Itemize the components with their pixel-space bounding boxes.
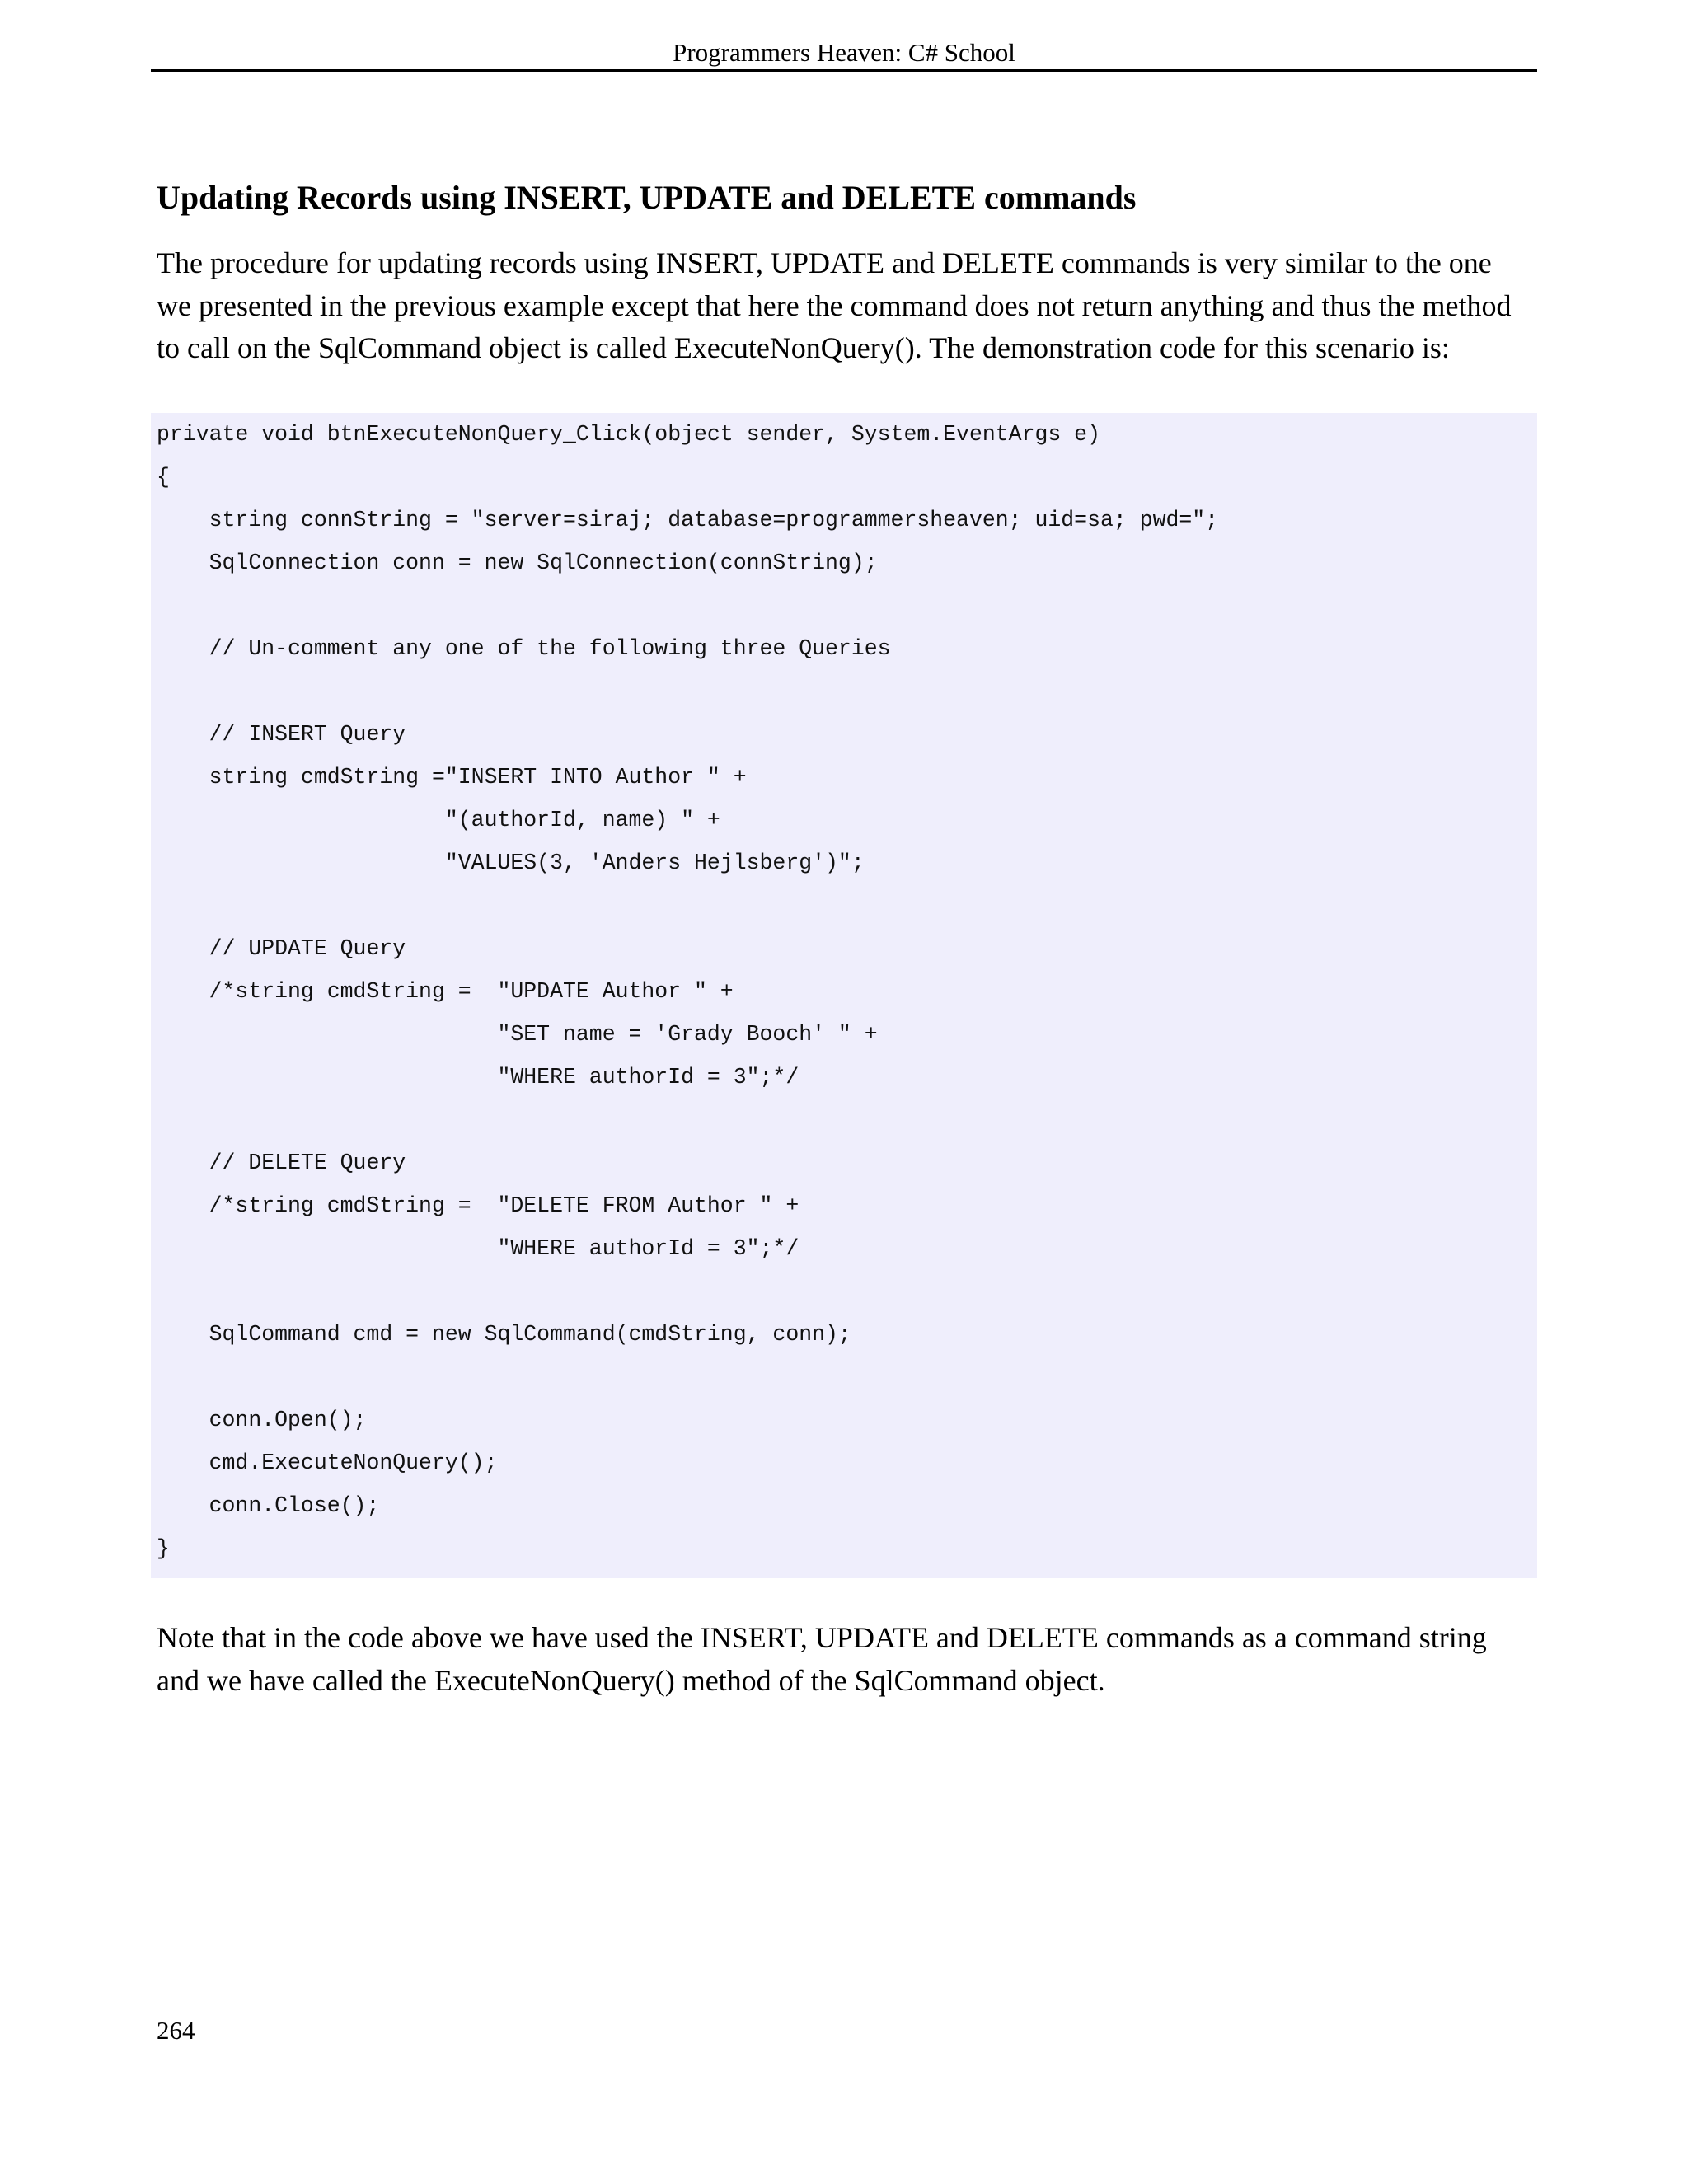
code-line: cmd.ExecuteNonQuery(); (157, 1451, 498, 1475)
code-line: conn.Open(); (157, 1408, 367, 1432)
code-line: // UPDATE Query (157, 936, 406, 961)
code-line: "VALUES(3, 'Anders Hejlsberg')"; (157, 851, 865, 875)
header-divider (151, 69, 1537, 72)
code-line: "SET name = 'Grady Booch' " + (157, 1022, 878, 1047)
code-line: // DELETE Query (157, 1151, 406, 1175)
page-number: 264 (157, 2016, 195, 2045)
note-paragraph (157, 1617, 1541, 1702)
code-line: SqlConnection conn = new SqlConnection(connString); (157, 551, 878, 575)
code-line: /*string cmdString = "DELETE FROM Author " + (157, 1193, 799, 1218)
code-line: string cmdString ="INSERT INTO Author " + (157, 765, 747, 790)
note-line: and we have called the ExecuteNonQuery() method of the SqlCommand object. (157, 1663, 1105, 1697)
intro-line: The procedure for updating records using INSERT, UPDATE and DELETE commands is very similar to the one (157, 246, 1492, 279)
intro-line: we presented in the previous example except that here the command does not return anything and thus the method (157, 288, 1512, 322)
note-line: Note that in the code above we have used the INSERT, UPDATE and DELETE commands as a command string (157, 1621, 1487, 1654)
code-line: "(authorId, name) " + (157, 808, 720, 832)
code-line: string connString = "server=siraj; database=programmersheaven; uid=sa; pwd="; (157, 508, 1219, 532)
intro-paragraph (157, 242, 1541, 370)
code-line: /*string cmdString = "UPDATE Author " + (157, 979, 734, 1004)
code-line: "WHERE authorId = 3";*/ (157, 1236, 799, 1261)
code-line: "WHERE authorId = 3";*/ (157, 1065, 799, 1090)
page-header-title: Programmers Heaven: C# School (673, 38, 1015, 67)
intro-line: to call on the SqlCommand object is called ExecuteNonQuery(). The demonstration code for this scenario is: (157, 331, 1450, 364)
code-line: private void btnExecuteNonQuery_Click(object sender, System.EventArgs e) (157, 422, 1100, 447)
code-line: SqlCommand cmd = new SqlCommand(cmdString, conn); (157, 1322, 851, 1347)
code-block (151, 413, 1537, 1578)
section-heading: Updating Records using INSERT, UPDATE and DELETE commands (157, 179, 1137, 216)
code-line: conn.Close(); (157, 1493, 380, 1518)
code-line: { (157, 465, 170, 490)
code-line: // Un-comment any one of the following three Queries (157, 636, 891, 661)
code-line: // INSERT Query (157, 722, 406, 747)
code-line: } (157, 1536, 170, 1561)
